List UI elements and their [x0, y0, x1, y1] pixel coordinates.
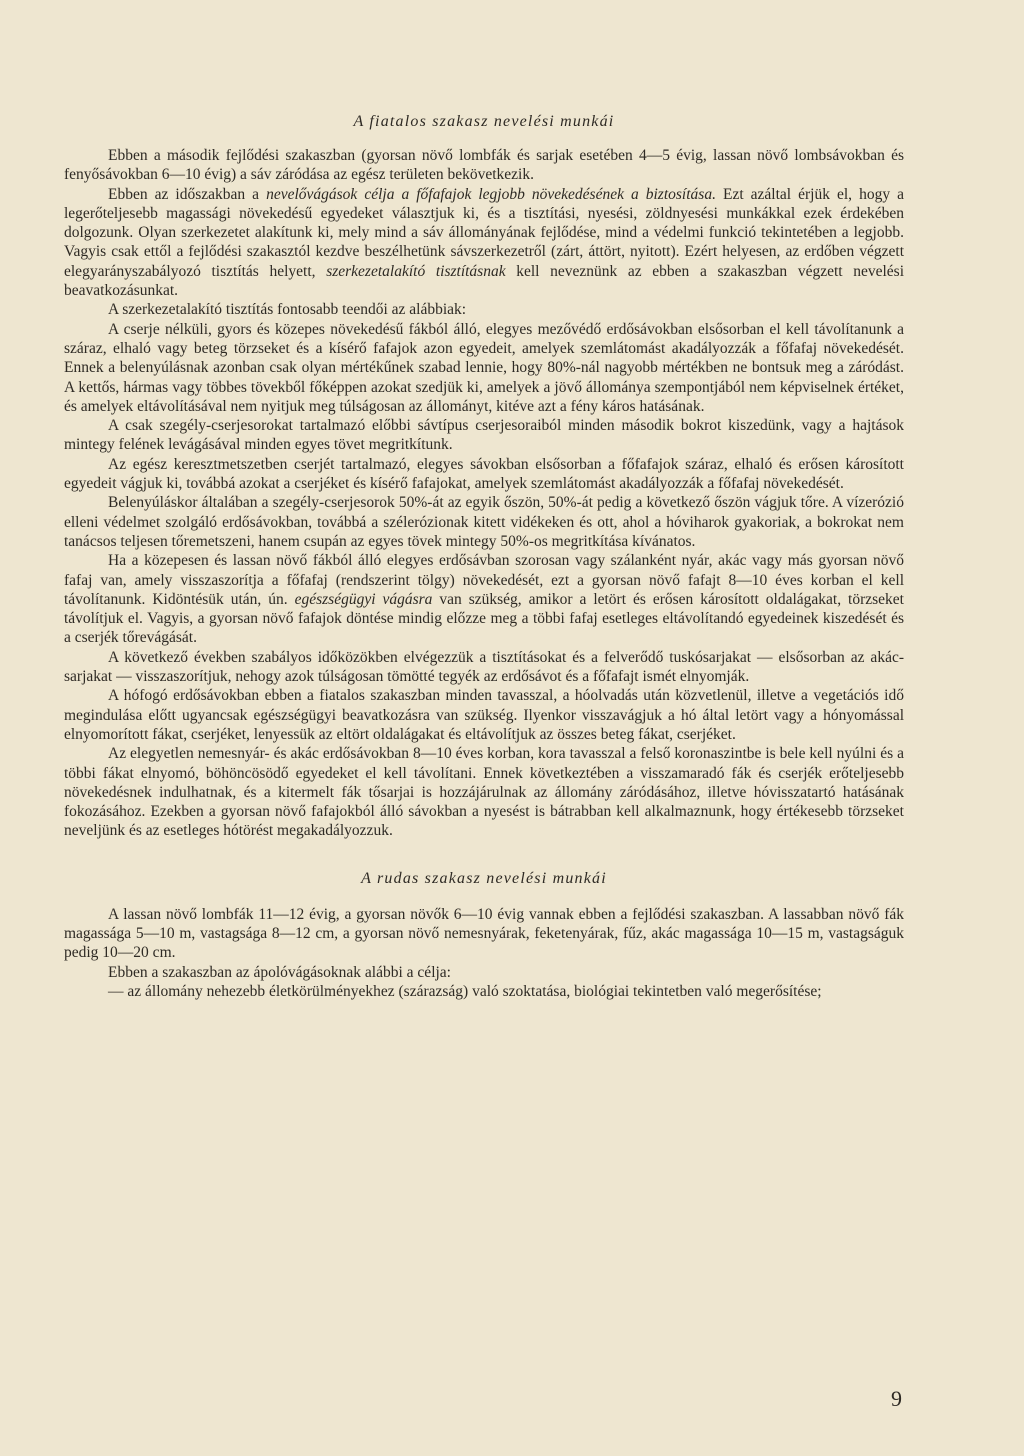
emphasis-text: nevelővágások célja a főfafajok legjobb növekedésének a biztosítása.: [266, 185, 716, 203]
paragraph: A hófogó erdősávokban ebben a fiatalos szakaszban minden tavasszal, a hóolvadás után közvetlenül, illetve a vegetációs idő megindulása előtt ugyancsak egészségügyi beavatkozásra van szükség. Ilyenkor visszavágjuk a hó által letört vagy a hónyomással elnyomorított fákat, cserjéket, lenyessük az eltört oldalágakat és eltávolítjuk az összes beteg fákat, cserjéket.: [64, 687, 904, 743]
paragraph: Az elegyetlen nemesnyár- és akác erdősávokban 8—10 éves korban, kora tavasszal a felső koronaszintbe is bele kell nyúlni és a többi fákat elnyomó, böhöncösödő egyedeket el kell távolítani. Ennek következtében a visszamaradó fák és cserjék erőteljesebb növekedésnek indulhatnak, és a kitermelt fák tősarjai is hozzájárulnak az állomány záródásához, illetve hóvisszatartó hatásának fokozásához. Ezekben a gyorsan növő fafajokból álló sávokban a nyesést is bátrabban kell alkalmaznunk, hogy értékesebb törzseket neveljünk és az esetleges hótörést megakadályozzuk.: [64, 745, 904, 840]
text-run: kell neveznünk az ebben a szakaszban végzett nevelési beavatkozásunkat.: [64, 262, 904, 300]
text-run: Ebben az időszakban a: [108, 185, 267, 203]
paragraph: A szerkezetalakító tisztítás fontosabb teendői az alábbiak:: [108, 301, 467, 319]
paragraph: Az egész keresztmetszetben cserjét tartalmazó, elegyes sávokban elsősorban a főfafajok száraz, elhaló és erősen károsított egyedeit vágjuk ki, továbbá azokat a cserjéket és kísérő fafajokat, amelyek szemlátomást akadályozzák a főfafaj növekedését.: [64, 455, 904, 493]
emphasis-text: szerkezetalakító tisztításnak: [326, 262, 506, 280]
section-heading-rudas: A rudas szakasz nevelési munkái: [361, 869, 607, 887]
text-column: [64, 112, 904, 1001]
text-run: Ha a közepesen és lassan növő fákból álló elegyes erdősávban szorosan vagy szálanként nyár, akác vagy más gyorsan növő fafaj van, amely visszaszorítja a főfafaj (rendszerint tölgy) növekedését, ezt a gyorsan növő fafajt 8—10 éves korban el kell távolítanunk. Kidöntésük után, ún.: [64, 552, 904, 608]
text-run: van szükség, amikor a letört és erősen károsított oldalágakat, törzseket távolítjuk el. Vagyis, a gyorsan növő fafajok döntése mindig előzze meg a többi fafaj esetleges eltávolítandó egyedeinek kiszedését és a cserjék tőrevágását.: [64, 590, 904, 647]
paragraph-with-emphasis: [64, 551, 904, 647]
paragraph: Belenyúláskor általában a szegély-cserjesorok 50%-át az egyik őszön, 50%-át pedig a következő őszön vágjuk tőre. A vízerózió elleni védelmet szolgáló erdősávokban, továbbá a szélerózionak kitett vidékeken és ott, ahol a hóviharok gyakoriak, a bokrokat nem tanácsos teljesen tőremetszeni, hanem csupán az egyes tövek mintegy 50%-os megritkítása kívánatos.: [64, 494, 904, 550]
paragraph: Ebben a szakaszban az ápolóvágásoknak alábbi a célja:: [108, 963, 451, 981]
section-heading-fiatalos: A fiatalos szakasz nevelési munkái: [353, 113, 615, 130]
emphasis-text: egészségügyi vágásra: [294, 590, 433, 608]
paragraph-with-emphasis: [64, 185, 904, 301]
dash-list-item: — az állomány nehezebb életkörülményekhez (szárazság) való szoktatása, biológiai tekintetben való megerősítése;: [108, 982, 822, 1000]
paragraph: A lassan növő lombfák 11—12 évig, a gyorsan növők 6—10 évig vannak ebben a fejlődési szakaszban. A lassabban növő fák magassága 5—10 m, vastagsága 8—12 cm, a gyorsan növő nemesnyárak, feketenyárak, fűz, akác magassága 10—15 m, vastagságuk pedig 10—20 cm.: [64, 905, 904, 962]
paragraph: A következő években szabályos időközökben elvégezzük a tisztításokat és a felverődő tuskósarjakat — elsősorban az akác-sarjakat — visszaszorítjuk, nehogy azok túlságosan tömötté tegyék az erdősávot és a főfafajt ismét elnyomják.: [64, 648, 904, 686]
paragraph: Ebben a második fejlődési szakaszban (gyorsan növő lombfák és sarjak esetében 4—5 évig, lassan növő lombsávokban és fenyősávokban 6—10 évig) a sáv záródása az egész területen bekövetkezik.: [64, 147, 904, 184]
paragraph: A csak szegély-cserjesorokat tartalmazó előbbi sávtípus cserjesoraiból minden második bokrot kiszedünk, vagy a hajtások mintegy felének levágásával minden egyes tövet megritkítunk.: [64, 417, 904, 454]
text-run: Ezt azáltal érjük el, hogy a legerőteljesebb magassági növekedésű egyedeket választjuk ki, és a tisztítási, nyesési, zöldnyesési munkákkal ezek érdekében dolgozunk. Olyan szerkezetet alakítunk ki, mely mind a sáv állományának fejlődése, mind a védelmi funkció tekintetében a legjobb. Vagyis csak ettől a fejlődési szakasztól kezdve beszélhetünk sávszerkezetről (zárt, áttört, nyitott). Ezért helyesen, az erdőben végzett elegyarányszabályozó tisztítás helyett,: [64, 185, 904, 280]
page-number: 9: [891, 1386, 902, 1411]
paragraph: A cserje nélküli, gyors és közepes növekedésű fákból álló, elegyes mezővédő erdősávokban elsősorban el kell távolítanunk a száraz, elhaló vagy beteg törzseket és a kísérő fafajok azon egyedeit, amelyek szemlátomást akadályozzák a főfafaj növekedését. Ennek a belenyúlásnak azonban csak olyan mértékűnek szabad lennie, hogy 80%-nál nagyobb mértékben ne bontsuk meg a záródást. A kettős, hármas vagy többes tövekből főképpen azokat szedjük ki, amelyek a jövő állománya szempontjából nem képviselnek értéket, és amelyek eltávolításával nem nyitjuk meg túlságosan az állományt, kitéve azt a fény káros hatásának.: [64, 320, 904, 415]
